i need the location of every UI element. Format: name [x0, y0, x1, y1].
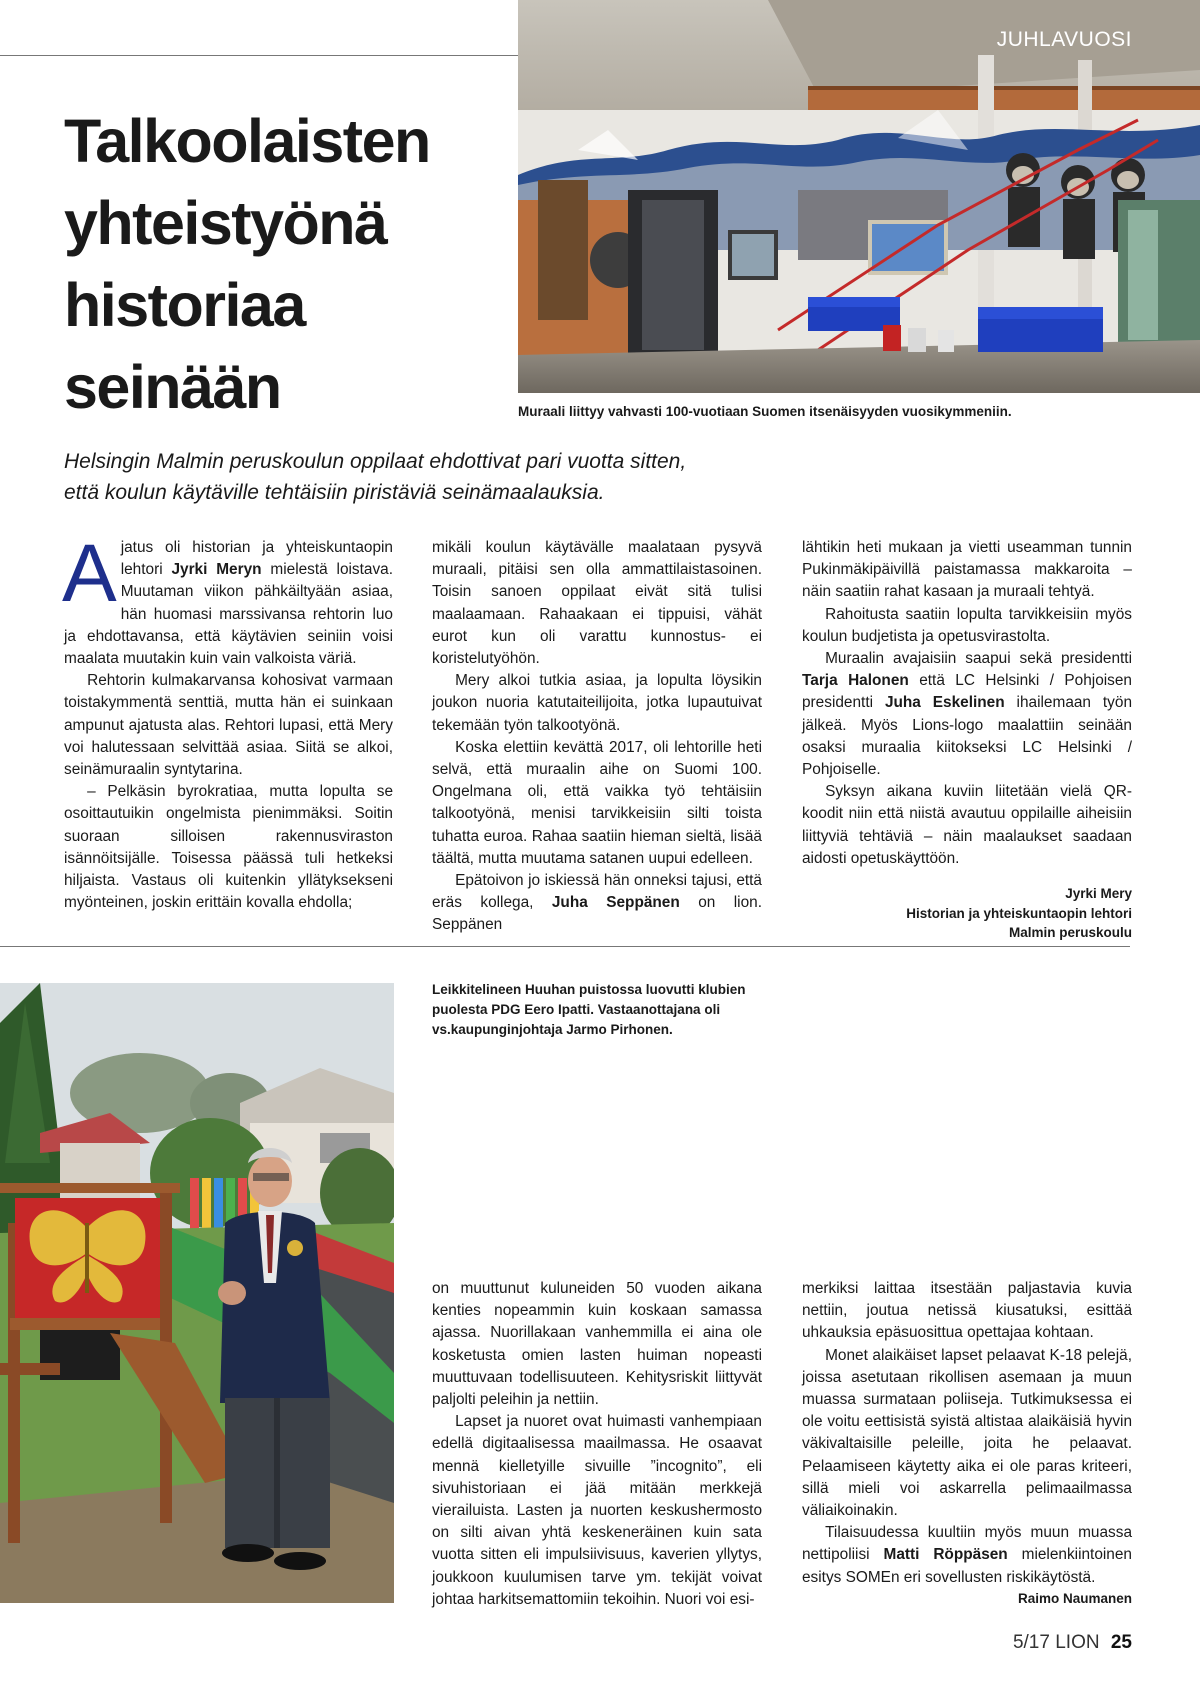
dropcap: A	[62, 528, 117, 619]
article1-column-2	[432, 537, 762, 937]
article1-column-1	[62, 528, 393, 914]
paragraph: Muraalin avajaisiin saapui sekä presidentti Tarja Halonen että LC Helsinki / Pohjoisen presidentti Juha Eskelinen ihailemaan työn jälkeä. Myös Lions-logo maalattiin seinään osaksi muraalia kiitokseksi LC Helsinki / Pohjoiselle.	[802, 650, 1132, 779]
mural-photo	[518, 0, 1200, 393]
paragraph: Rahoitusta saatiin lopulta tarvikkeisiin myös koulun budjetista ja opetusvirastolta.	[802, 605, 1132, 645]
article1-signature	[802, 884, 1132, 943]
article2-signature	[802, 1589, 1132, 1609]
paragraph: Tilaisuudessa kuultiin myös muun muassa nettipoliisi Matti Röppäsen mielenkiintoinen esitys SOMEn eri sovellusten riskikäytöstä.	[802, 1524, 1132, 1586]
paragraph: Monet alaikäiset lapset pelaavat K-18 pelejä, joissa asetutaan rikollisen asemaan ja muun muassa surmataan poliiseja. Tutkimuksessa ei ole voitu eettisistä syistä altistaa alaikäisiä hyvin väkivaltaisille peleille, joita he pelaavat. Pelaamiseen käytetty aika ei ole paras kriteeri, sillä mieli voi askarrella pelimaailmassa väliaikoinakin.	[802, 1346, 1132, 1520]
article2-col2-body	[802, 1278, 1132, 1589]
mural-caption: Muraali liittyy vahvasti 100-vuotiaan Suomen itsenäisyyden vuosikymmeniin.	[518, 404, 1012, 419]
paragraph: mikäli koulun käytävälle maalataan pysyvä muraali, pitäisi sen olla ammattilaistasoinen. Toisin sanoen oppilaat eivät sitä tulisi maalaamaan. Rahaakaan ei tippuisi, vähät eurot kun oli varattu kunnostus- ei koristelutyöhön.	[432, 539, 762, 668]
headline-line: Talkoolaisten	[64, 107, 430, 175]
bold-name: Jyrki Meryn	[171, 561, 262, 579]
article1-col3-body	[802, 537, 1132, 870]
paragraph: jatus oli historian ja yhteiskuntaopin lehtori Jyrki Meryn mielestä loistava. Muutaman viikon pähkäiltyään asiaa, hän huomasi marssivansa rehtorin luo ja ehdottavansa, että käytävien seiniin voisi maalata muutakin kuin vain valkoista väriä.	[64, 539, 393, 668]
section-label: JUHLAVUOSI	[996, 28, 1132, 51]
article2-column-2	[802, 1278, 1132, 1608]
playground-caption: Leikkitelineen Huuhan puistossa luovutti klubien puolesta PDG Eero Ipatti. Vastaanottajana oli vs.kaupunginjohtaja Jarmo Pirhonen.	[432, 982, 746, 1037]
playground-photo	[0, 983, 394, 1603]
lead-paragraph	[64, 446, 764, 508]
headline-line: historiaa	[64, 271, 305, 339]
article2-col1-body	[432, 1278, 762, 1611]
headline-line: yhteistyönä	[64, 189, 387, 257]
paragraph: Syksyn aikana kuviin liitetään vielä QR-koodit niin että niistä avautuu oppilaille aiheisiin liittyviä tehtäviä – näin maalaukset saadaan aidosti opetuskäyttöön.	[802, 783, 1132, 867]
lead-line: Helsingin Malmin peruskoulun oppilaat ehdottivat pari vuotta sitten,	[64, 450, 687, 473]
paragraph: Lapset ja nuoret ovat huimasti vanhempiaan edellä digitaalisessa maailmassa. He osaavat mennä kielletyille sivuille ”incognito”, eli sivuhistoriaan ei jää mitään merkkejä vierailuista. Lasten ja nuorten keskushermosto on silti aivan yhtä keskeneräinen kuin sata vuotta sitten eli impulsiivisuus, kaverien yllytys, joukkoon kuulumisen tarve ym. tekijät voivat johtaa harkitsemattomiin tekoihin. Nuori voi esi-	[432, 1413, 762, 1608]
signature-name: Raimo Naumanen	[1017, 1590, 1132, 1606]
paragraph: Koska elettiin kevättä 2017, oli lehtorille heti selvä, että muraalin aihe on Suomi 100. Ongelmana oli, että vaikka työ tehtäisiin talkootyönä, menisi tarvikkeisiin silti toista tuhatta euroa. Rahaa saatiin hieman sieltä, lisää täältä, mutta muutama satanen uupui edelleen.	[432, 738, 762, 867]
signature-title: Historian ja yhteiskuntaopin lehtori	[906, 905, 1132, 921]
page-number: 25	[1110, 1632, 1132, 1653]
signature-organization: Malmin peruskoulu	[1008, 925, 1132, 941]
magazine-name: LION	[1055, 1632, 1100, 1653]
page-folio	[1013, 1632, 1132, 1654]
lead-line: että koulun käytäville tehtäisiin piristäviä seinämaalauksia.	[64, 481, 605, 504]
mid-rule	[0, 946, 1130, 947]
paragraph: Epätoivon jo iskiessä hän onneksi tajusi, että eräs kollega, Juha Seppänen on lion. Seppänen	[432, 872, 762, 934]
bold-name: Juha Eskelinen	[884, 694, 1005, 712]
paragraph: – Pelkäsin byrokratiaa, mutta lopulta se osoittautuikin ongelmista pienimmäksi. Soitin suoraan silloisen rakennusviraston isännöitsijälle. Toisessa päässä tuli hetkeksi hiljaista. Vastaus oli kuitenkin yllätyksekseni myönteinen, joskin erittäin kovalla ehdolla;	[64, 783, 393, 912]
signature-name: Jyrki Mery	[1065, 886, 1132, 902]
paragraph: Rehtorin kulmakarvansa kohosivat varmaan toistakymmentä senttiä, mutta hän ei suinkaan ampunut ajatusta alas. Rehtori lupasi, että Mery voi halutessaan selvittää asiaa. Siitä se alkoi, seinämuraalin syntytarina.	[64, 672, 393, 779]
article2-column-1	[432, 1278, 762, 1611]
paragraph: merkiksi laittaa itsestään paljastavia kuvia nettiin, joutua netissä kiusatuksi, esittää uhkauksia epäsuosittua opettajaa kohtaan.	[802, 1280, 1132, 1342]
article1-column-3	[802, 537, 1132, 943]
bold-name: Tarja Halonen	[802, 672, 909, 690]
article1-col2-body	[432, 537, 762, 937]
bold-name: Juha Seppänen	[551, 894, 680, 912]
paragraph: on muuttunut kuluneiden 50 vuoden aikana kenties nopeammin kuin koskaan samassa ajassa. Nuorillakaan vanhemmilla ei aina ole kosketusta omien lasten huiman nopeasti muuttuvaan todellisuuteen. Kehitysriskit liittyvät paljolti peleihin ja nettiin.	[432, 1280, 762, 1409]
headline-line: seinään	[64, 353, 281, 421]
paragraph: lähtikin heti mukaan ja vietti useamman tunnin Pukinmäkipäivillä paistamassa makkaroita – näin saatiin rahat kasaan ja muraali tehtyä.	[802, 539, 1132, 601]
headline	[64, 100, 504, 428]
paragraph: Mery alkoi tutkia asiaa, ja lopulta löysikin joukon nuoria katutaiteilijoita, jotka lupautuivat tekemään työn talkootyönä.	[432, 672, 762, 734]
issue-number: 5/17	[1012, 1632, 1050, 1653]
bold-name: Matti Röppäsen	[883, 1546, 1008, 1564]
